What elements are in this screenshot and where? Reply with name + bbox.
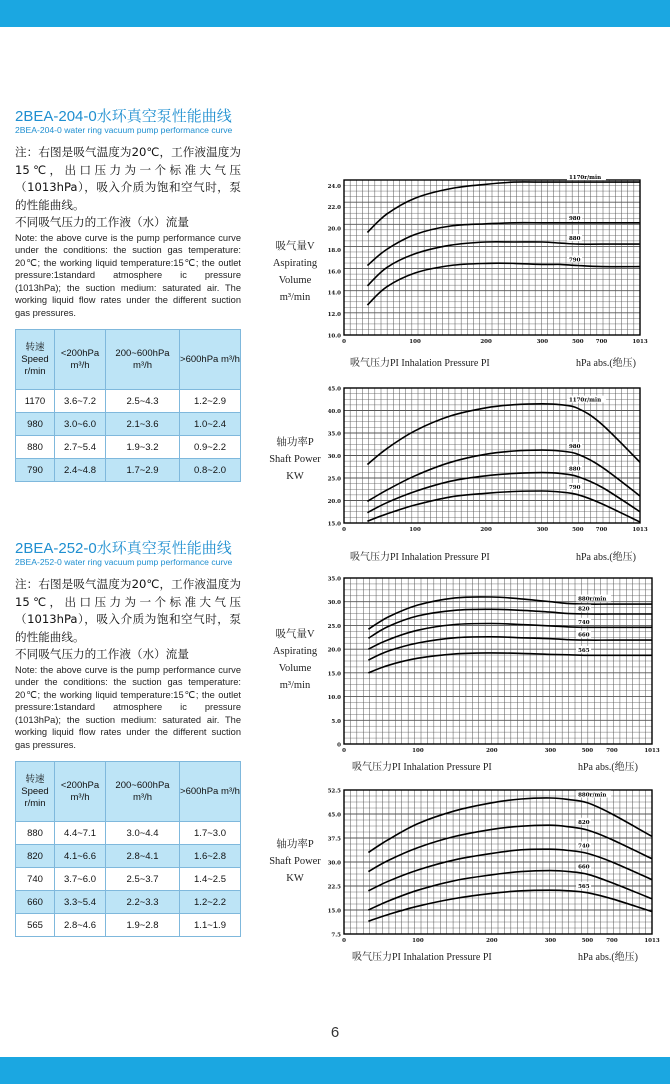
chart-volume-204 xyxy=(260,170,670,370)
series-label: 790 xyxy=(568,257,581,264)
y-tick-label: 30.0 xyxy=(327,860,341,867)
y-tick-label: 25.0 xyxy=(327,476,341,483)
y-tick-label: 30.0 xyxy=(327,600,341,607)
x-tick-label: 0 xyxy=(342,339,346,345)
table-cell: 1170 xyxy=(16,390,55,413)
table-cell: 4.4~7.1 xyxy=(55,822,106,845)
table-cell: 2.7~5.4 xyxy=(55,436,106,459)
table-row xyxy=(16,914,241,937)
series-label: 880 xyxy=(568,236,581,243)
table-cell: 820 xyxy=(16,845,55,868)
table-cell: 2.5~4.3 xyxy=(106,390,180,413)
table-cell: 790 xyxy=(16,459,55,482)
bottom-color-band xyxy=(0,1057,670,1084)
y-tick-label: 5.0 xyxy=(331,718,341,725)
table-row xyxy=(16,891,241,914)
y-tick-label: 20.0 xyxy=(327,226,341,233)
note-cn-flow: 不同吸气压力的工作液（水）流量 xyxy=(15,215,189,229)
y-tick-label: 30.0 xyxy=(327,454,341,460)
note-en: Note: the above curve is the pump performance curve under the conditions: the suction gas temperature: 20℃; the working liquid temperature:15℃; the outlet pressure:1standard atmosphere ic pressure (1013hPa); the suction medium: saturated air. The working liquid flow rates under the different suction gas pressures. xyxy=(15,664,241,750)
table-cell: 660 xyxy=(16,891,55,914)
table-header-row xyxy=(16,330,241,390)
table-header-row xyxy=(16,762,241,822)
table-cell: 3.7~6.0 xyxy=(55,868,106,891)
series-label: 790 xyxy=(568,484,581,491)
x-tick-label: 700 xyxy=(606,748,618,754)
table-cell: 880 xyxy=(16,822,55,845)
chart-power-252 xyxy=(260,782,670,964)
flow-table xyxy=(15,761,241,937)
table-cell: 1.7~3.0 xyxy=(180,822,241,845)
table-cell: 880 xyxy=(16,436,55,459)
note-cn-flow: 不同吸气压力的工作液（水）流量 xyxy=(15,647,189,661)
table-row xyxy=(16,845,241,868)
x-axis-unit: hPa abs.(绝压) xyxy=(576,552,636,563)
grid xyxy=(344,578,652,744)
top-color-band xyxy=(0,0,670,27)
series-line xyxy=(368,890,652,921)
series-label: 740 xyxy=(578,619,590,626)
table-cell: 2.1~3.6 xyxy=(106,413,180,436)
section-title: 2BEA-204-0水环真空泵性能曲线 xyxy=(15,108,232,125)
y-axis-label: 吸气量V Aspirating Volume m³/min xyxy=(272,629,318,691)
table-cell: 1.7~2.9 xyxy=(106,459,180,482)
x-tick-label: 700 xyxy=(595,339,608,345)
section-2bea-204 xyxy=(15,108,265,482)
y-tick-label: 52.5 xyxy=(327,788,341,795)
table-cell: 1.2~2.2 xyxy=(180,891,241,914)
x-tick-label: 0 xyxy=(342,527,346,533)
series-label: 980 xyxy=(568,444,581,450)
series-line xyxy=(368,637,652,660)
table-header: 200~600hPa m³/h xyxy=(106,330,180,390)
table-cell: 980 xyxy=(16,413,55,436)
table-cell: 1.4~2.5 xyxy=(180,868,241,891)
table-cell: 2.2~3.3 xyxy=(106,891,180,914)
grid xyxy=(344,180,640,335)
section-subtitle: 2BEA-252-0 water ring vacuum pump performance curve xyxy=(15,557,233,567)
table-cell: 4.1~6.6 xyxy=(55,845,106,868)
y-tick-label: 45.0 xyxy=(327,386,341,393)
y-tick-label: 40.0 xyxy=(327,409,341,415)
series-label: 1170r/min xyxy=(568,397,602,404)
series-label: 820 xyxy=(578,819,590,826)
table-cell: 1.6~2.8 xyxy=(180,845,241,868)
series-label: 1170r/min xyxy=(568,175,602,182)
x-axis-label: 吸气压力PI Inhalation Pressure PI xyxy=(350,358,490,369)
table-cell: 2.5~3.7 xyxy=(106,868,180,891)
y-tick-label: 10.0 xyxy=(327,333,341,340)
series-label: 820 xyxy=(578,606,590,613)
y-tick-label: 15.0 xyxy=(327,671,341,678)
table-header: 转速 Speed r/min xyxy=(16,762,55,822)
table-row xyxy=(16,436,241,459)
y-tick-label: 35.0 xyxy=(327,431,341,438)
y-tick-label: 12.0 xyxy=(327,312,341,319)
series-line xyxy=(367,263,640,305)
x-axis-label: 吸气压力PI Inhalation Pressure PI xyxy=(350,552,490,563)
x-tick-label: 1013 xyxy=(632,339,648,345)
y-tick-label: 45.0 xyxy=(327,812,341,819)
series-label: 660 xyxy=(578,632,590,639)
series-label: 880r/min xyxy=(578,792,607,799)
table-row xyxy=(16,390,241,413)
table-cell: 3.6~7.2 xyxy=(55,390,106,413)
x-tick-label: 700 xyxy=(606,938,618,944)
table-cell: 3.0~4.4 xyxy=(106,822,180,845)
x-axis-label: 吸气压力PI Inhalation Pressure PI xyxy=(352,952,492,963)
y-tick-label: 15.0 xyxy=(327,908,341,915)
x-tick-label: 1013 xyxy=(632,527,648,533)
table-cell: 3.3~5.4 xyxy=(55,891,106,914)
x-tick-label: 100 xyxy=(412,938,424,944)
y-tick-label: 20.0 xyxy=(327,647,341,654)
series-line xyxy=(368,653,652,673)
x-tick-label: 300 xyxy=(544,748,557,754)
x-tick-label: 100 xyxy=(412,748,424,754)
series-label: 980 xyxy=(568,215,581,222)
y-tick-label: 18.0 xyxy=(327,247,341,254)
y-tick-label: 25.0 xyxy=(327,623,341,630)
table-cell: 1.9~2.8 xyxy=(106,914,180,937)
y-tick-label: 14.0 xyxy=(327,290,341,297)
table-row xyxy=(16,413,241,436)
table-row xyxy=(16,868,241,891)
chart-power-204 xyxy=(260,378,670,564)
x-tick-label: 100 xyxy=(409,339,421,345)
series-label: 565 xyxy=(578,647,590,654)
series-label: 880 xyxy=(568,466,581,473)
x-tick-label: 300 xyxy=(544,938,557,944)
series-label: 880r/min xyxy=(578,596,607,603)
y-tick-label: 22.0 xyxy=(327,205,341,212)
series-line xyxy=(368,798,652,852)
table-cell: 0.8~2.0 xyxy=(180,459,241,482)
x-tick-label: 200 xyxy=(480,339,492,345)
y-tick-label: 16.0 xyxy=(327,269,341,276)
table-header: 200~600hPa m³/h xyxy=(106,762,180,822)
table-cell: 1.0~2.4 xyxy=(180,413,241,436)
section-2bea-252 xyxy=(15,540,265,937)
y-tick-label: 10.0 xyxy=(327,695,341,702)
x-tick-label: 1013 xyxy=(644,748,660,754)
table-cell: 2.8~4.1 xyxy=(106,845,180,868)
table-cell: 2.8~4.6 xyxy=(55,914,106,937)
table-cell: 1.1~1.9 xyxy=(180,914,241,937)
x-tick-label: 500 xyxy=(572,527,584,533)
note-cn: 注：右图是吸气温度为20℃，工作液温度为15℃，出口压力为一个标准大气压（1013hPa），吸入介质为饱和空气时，泵的性能曲线。 xyxy=(15,577,241,644)
table-cell: 565 xyxy=(16,914,55,937)
x-tick-label: 0 xyxy=(342,748,346,754)
x-tick-label: 200 xyxy=(486,748,498,754)
table-cell: 0.9~2.2 xyxy=(180,436,241,459)
series-label: 565 xyxy=(578,883,590,890)
x-axis-unit: hPa abs.(绝压) xyxy=(578,762,638,773)
x-tick-label: 500 xyxy=(581,748,594,754)
series-label: 740 xyxy=(578,843,590,850)
y-tick-label: 35.0 xyxy=(327,576,341,583)
table-header: <200hPa m³/h xyxy=(55,762,106,822)
y-tick-label: 20.0 xyxy=(327,499,341,505)
x-tick-label: 200 xyxy=(486,938,498,944)
chart-volume-252 xyxy=(260,570,670,774)
x-tick-label: 200 xyxy=(480,527,492,533)
x-tick-label: 300 xyxy=(536,527,549,533)
x-tick-label: 500 xyxy=(581,938,594,944)
table-header: >600hPa m³/h xyxy=(180,762,241,822)
table-header: 转速 Speed r/min xyxy=(16,330,55,390)
section-title: 2BEA-252-0水环真空泵性能曲线 xyxy=(15,540,232,557)
y-tick-label: 15.0 xyxy=(327,521,341,528)
y-axis-label: 轴功率P Shaft Power KW xyxy=(269,839,321,884)
table-header: >600hPa m³/h xyxy=(180,330,241,390)
table-cell: 3.0~6.0 xyxy=(55,413,106,436)
table-row xyxy=(16,459,241,482)
series-line xyxy=(368,849,652,891)
y-tick-label: 37.5 xyxy=(327,836,341,843)
table-row xyxy=(16,822,241,845)
x-tick-label: 500 xyxy=(572,339,584,345)
table-cell: 740 xyxy=(16,868,55,891)
x-tick-label: 0 xyxy=(342,938,346,944)
x-tick-label: 300 xyxy=(536,339,549,345)
y-axis-label: 吸气量V Aspirating Volume m³/min xyxy=(272,241,318,303)
y-tick-label: 0 xyxy=(337,742,341,749)
x-axis-label: 吸气压力PI Inhalation Pressure PI xyxy=(352,762,492,773)
flow-table xyxy=(15,329,241,482)
y-axis-label: 轴功率P Shaft Power KW xyxy=(269,437,321,482)
x-tick-label: 700 xyxy=(595,527,608,533)
series-line xyxy=(367,182,640,232)
y-tick-label: 22.5 xyxy=(327,884,341,891)
x-axis-unit: hPa abs.(绝压) xyxy=(576,358,636,369)
x-tick-label: 1013 xyxy=(644,938,660,944)
note-en: Note: the above curve is the pump performance curve under the conditions: the suction gas temperature: 20℃; the working liquid temperature:15℃; the outlet pressure:1standard atmosphere ic pressure (1013hPa); the suction medium: saturated air. The working liquid flow rates under the different suction gas pressures. xyxy=(15,232,241,318)
x-axis-unit: hPa abs.(绝压) xyxy=(578,952,638,963)
table-cell: 1.2~2.9 xyxy=(180,390,241,413)
section-subtitle: 2BEA-204-0 water ring vacuum pump performance curve xyxy=(15,125,233,135)
y-tick-label: 24.0 xyxy=(327,183,341,190)
x-tick-label: 100 xyxy=(409,527,421,533)
y-tick-label: 7.5 xyxy=(331,932,341,939)
table-header: <200hPa m³/h xyxy=(55,330,106,390)
page-number: 6 xyxy=(330,1024,340,1041)
note-cn: 注：右图是吸气温度为20℃，工作液温度为15℃，出口压力为一个标准大气压（1013hPa），吸入介质为饱和空气时，泵的性能曲线。 xyxy=(15,145,241,212)
table-cell: 2.4~4.8 xyxy=(55,459,106,482)
series-label: 660 xyxy=(578,864,590,871)
table-cell: 1.9~3.2 xyxy=(106,436,180,459)
